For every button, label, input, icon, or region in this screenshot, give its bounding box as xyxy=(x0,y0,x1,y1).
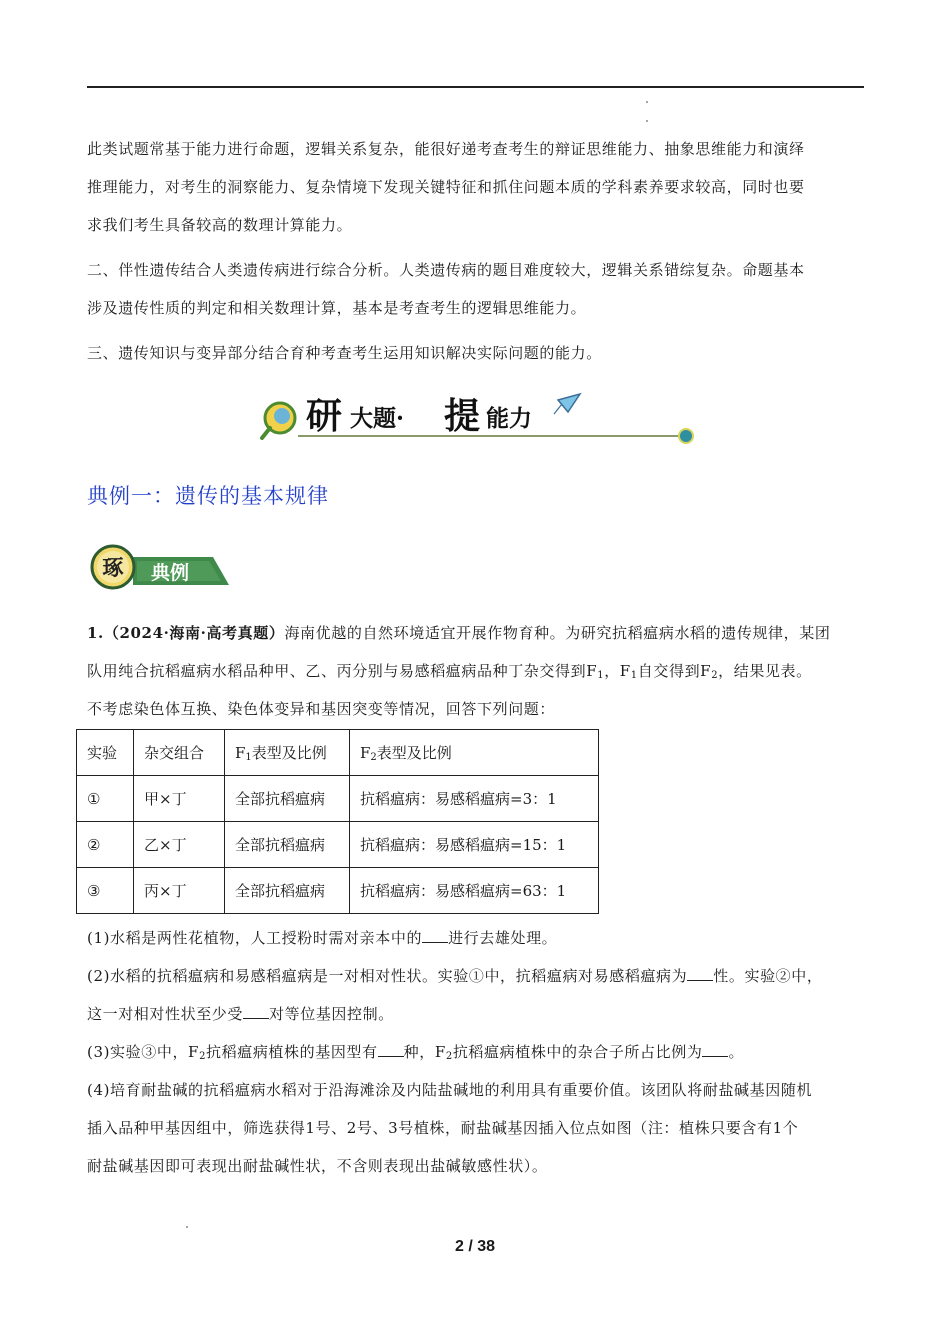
table-header: 实验 xyxy=(77,730,134,776)
sub-question-4-cont: 插入品种甲基因组中，筛选获得1号、2号、3号植株，耐盐碱基因插入位点如图（注：植株只要含有1个 xyxy=(87,1119,799,1137)
banner-word: 能力 xyxy=(486,405,532,432)
table-cell: 丙×丁 xyxy=(134,868,225,914)
answer-blank[interactable] xyxy=(687,966,713,981)
sub-question-3: (3)实验③中，$F_2$抗稻瘟病植株的基因型有 种，$F_2$抗稻瘟病植株中的杂合子所占比例为 。 xyxy=(87,1043,745,1062)
answer-blank[interactable] xyxy=(702,1042,728,1057)
intro-line: 涉及遗传性质的判定和相关数理计算，基本是考查考生的逻辑思维能力。 xyxy=(87,299,587,317)
table-header-row xyxy=(77,730,599,776)
sub-question-4: (4)培育耐盐碱的抗稻瘟病水稻对于沿海滩涂及内陆盐碱地的利用具有重要价值。该团队将耐盐碱基因随机 xyxy=(87,1081,813,1099)
section-title: 典例一：遗传的基本规律 xyxy=(87,484,329,508)
example-badge xyxy=(89,543,231,591)
answer-blank[interactable] xyxy=(422,928,448,943)
point-two-paragraph xyxy=(87,251,867,327)
table-cell: 全部抗稻瘟病 xyxy=(225,868,350,914)
sub-question-4-cont: 耐盐碱基因即可表现出耐盐碱性状，不含则表现出盐碱敏感性状）。 xyxy=(87,1157,548,1175)
badge-label: 典例 xyxy=(151,562,190,584)
question-line: 队用纯合抗稻瘟病水稻品种甲、乙、丙分别与易感稻瘟病品种丁杂交得到$F_1$，$F_1$自交得到$F_2$，结果见表。 xyxy=(87,662,812,681)
point-three-paragraph: 三、遗传知识与变异部分结合育种考查考生运用知识解决实际问题的能力。 xyxy=(87,344,602,362)
question-number: 1. xyxy=(87,624,104,642)
header-dot xyxy=(646,101,648,103)
table-row xyxy=(77,776,599,822)
table-header: $F_1$表型及比例 xyxy=(225,730,350,776)
results-table xyxy=(76,729,599,914)
sub-question-2-cont: 这一对相对性状至少受 对等位基因控制。 xyxy=(87,1005,394,1023)
question-line: 不考虑染色体互换、染色体变异和基因突变等情况，回答下列问题： xyxy=(87,700,556,718)
header-dot xyxy=(646,120,648,122)
table-cell: ① xyxy=(77,776,134,822)
table-header: $F_2$表型及比例 xyxy=(350,730,599,776)
table-cell: ② xyxy=(77,822,134,868)
table-cell: 甲×丁 xyxy=(134,776,225,822)
question-line: 1.（2024·海南·高考真题）海南优越的自然环境适宜开展作物育种。为研究抗稻瘟病水稻的遗传规律，某团 xyxy=(87,624,831,642)
intro-line: 求我们考生具备较高的数理计算能力。 xyxy=(87,216,353,234)
intro-paragraph xyxy=(87,130,867,244)
answer-blank[interactable] xyxy=(243,1004,269,1019)
table-header: 杂交组合 xyxy=(134,730,225,776)
table-cell: ③ xyxy=(77,868,134,914)
intro-line: 二、伴性遗传结合人类遗传病进行综合分析。人类遗传病的题目难度较大，逻辑关系错综复杂。命题基本 xyxy=(87,261,805,279)
paper-plane-icon xyxy=(554,394,580,414)
footer-dot xyxy=(186,1226,188,1228)
table-cell: 乙×丁 xyxy=(134,822,225,868)
banner-word: 提 xyxy=(444,395,481,437)
table-row xyxy=(77,868,599,914)
sub-question-2: (2)水稻的抗稻瘟病和易感稻瘟病是一对相对性状。实验①中，抗稻瘟病对易感稻瘟病为 性。实验②中， xyxy=(87,967,823,985)
table-row xyxy=(77,822,599,868)
table-cell: 抗稻瘟病：易感稻瘟病=3：1 xyxy=(350,776,599,822)
sub-questions xyxy=(87,919,867,1185)
badge-circle-text: 琢 xyxy=(102,555,124,580)
magnifier-icon xyxy=(262,403,295,438)
page-number: 2 / 38 xyxy=(454,1238,496,1255)
intro-line: 推理能力，对考生的洞察能力、复杂情境下发现关键特征和抓住问题本质的学科素养要求较高，同时也要 xyxy=(87,178,805,196)
header-rule xyxy=(87,86,864,88)
question-stem xyxy=(87,614,867,728)
banner-word: 研 xyxy=(306,395,343,437)
banner-word: 大题· xyxy=(350,405,405,432)
table-cell: 抗稻瘟病：易感稻瘟病=15：1 xyxy=(350,822,599,868)
question-source: （2024·海南·高考真题） xyxy=(103,624,285,642)
table-cell: 全部抗稻瘟病 xyxy=(225,776,350,822)
intro-line: 此类试题常基于能力进行命题，逻辑关系复杂，能很好递考查考生的辩证思维能力、抽象思维能力和演绎 xyxy=(87,140,805,158)
table-cell: 全部抗稻瘟病 xyxy=(225,822,350,868)
table-cell: 抗稻瘟病：易感稻瘟病=63：1 xyxy=(350,868,599,914)
section-banner xyxy=(258,386,698,448)
answer-blank[interactable] xyxy=(378,1042,404,1057)
sub-question-1: (1)水稻是两性花植物，人工授粉时需对亲本中的 进行去雄处理。 xyxy=(87,929,558,947)
